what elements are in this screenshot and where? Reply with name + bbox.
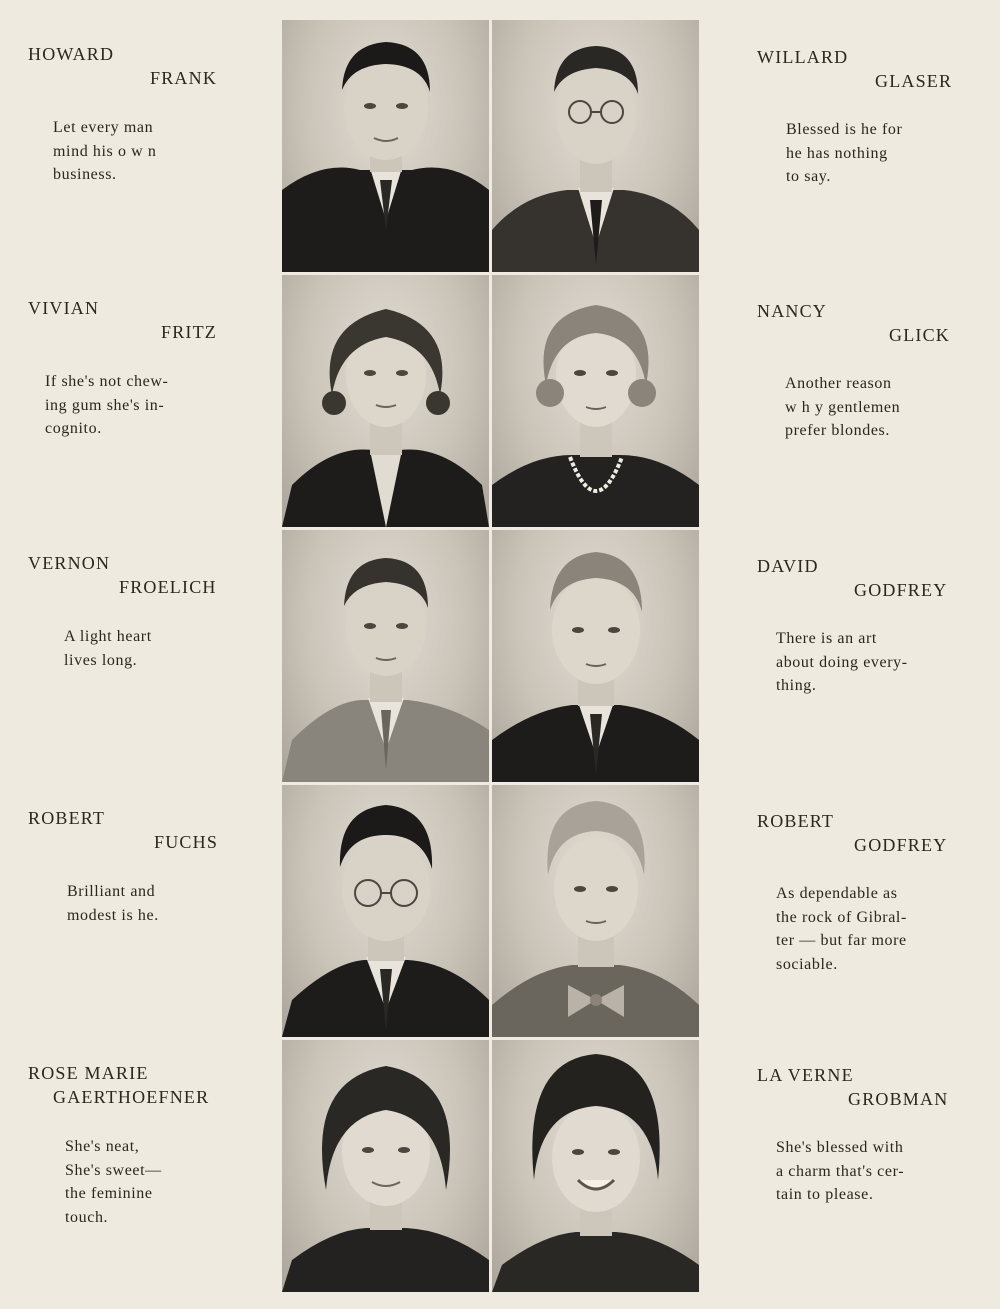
last-name: FROELICH [119,577,217,597]
quote-line: cognito. [45,420,102,437]
quote [53,116,157,187]
quote-line: a charm that's cer- [776,1162,905,1180]
first-name: HOWARD [28,44,115,64]
quote-line: She's blessed with [776,1139,904,1156]
quote-line: thing. [776,677,817,694]
last-name: GAERTHOEFNER [53,1087,210,1107]
quote [67,880,159,927]
last-name: FUCHS [154,832,219,852]
last-name: GODFREY [854,580,948,600]
portrait-rgodfrey [492,785,699,1037]
quote [65,1135,162,1229]
last-name: GODFREY [854,835,948,855]
quote-line: She's neat, [65,1138,140,1155]
last-name: FRITZ [161,322,218,342]
last-name: GLICK [889,325,950,345]
quote-line: he has nothing [786,144,888,162]
quote-line: prefer blondes. [785,422,890,439]
last-name: GLASER [875,71,953,91]
first-name: LA VERNE [757,1065,854,1085]
first-name: ROSE MARIE [28,1063,149,1083]
quote-line: business. [53,166,117,183]
portrait-dgodfrey [492,530,699,782]
last-name: FRANK [150,68,218,88]
quote [64,625,152,672]
quote-line: Brilliant and [67,883,156,900]
quote-line: the rock of Gibral- [776,908,907,926]
first-name: ROBERT [28,808,106,828]
portrait-glick [492,275,699,527]
quote-line: lives long. [64,651,138,669]
quote-line: w h y gentlemen [785,398,901,416]
last-name: GROBMAN [848,1089,949,1109]
quote-line: sociable. [776,955,838,973]
first-name: ROBERT [757,811,835,831]
quote [776,882,907,976]
quote-line: Another reason [785,375,892,392]
quote-line: ter — but far more [776,932,907,949]
quote-line: A light heart [64,628,152,645]
quote-line: mind his o w n [53,142,157,160]
quote-line: If she's not chew- [45,373,169,390]
quote-line: tain to please. [776,1186,874,1203]
quote [45,370,168,441]
portrait-froelich [282,530,489,782]
quote-line: There is an art [776,630,877,647]
quote-line: ing gum she's in- [45,396,165,414]
first-name: VERNON [28,553,111,573]
quote-line: to say. [786,168,831,185]
quote [776,1136,904,1207]
quote-line: Blessed is he for [786,121,903,138]
portrait-fuchs [282,785,489,1037]
portrait-gaerthoefner [282,1040,489,1292]
first-name: NANCY [757,301,828,321]
quote-line: As dependable as [776,885,898,902]
first-name: VIVIAN [28,298,100,318]
first-name: DAVID [757,556,819,576]
photo-grid [282,20,699,1290]
quote-line: She's sweet— [65,1161,162,1179]
quote-line: touch. [65,1208,109,1226]
quote-line: Let every man [53,119,154,136]
portrait-fritz [282,275,489,527]
portrait-grobman [492,1040,699,1292]
quote-line: about doing every- [776,653,908,671]
portrait-glaser [492,20,699,272]
first-name: WILLARD [757,47,849,67]
quote [786,118,902,189]
quote-line: modest is he. [67,906,159,924]
quote-line: the feminine [65,1185,153,1202]
quote [776,627,908,698]
quote [785,372,900,443]
portrait-frank [282,20,489,272]
